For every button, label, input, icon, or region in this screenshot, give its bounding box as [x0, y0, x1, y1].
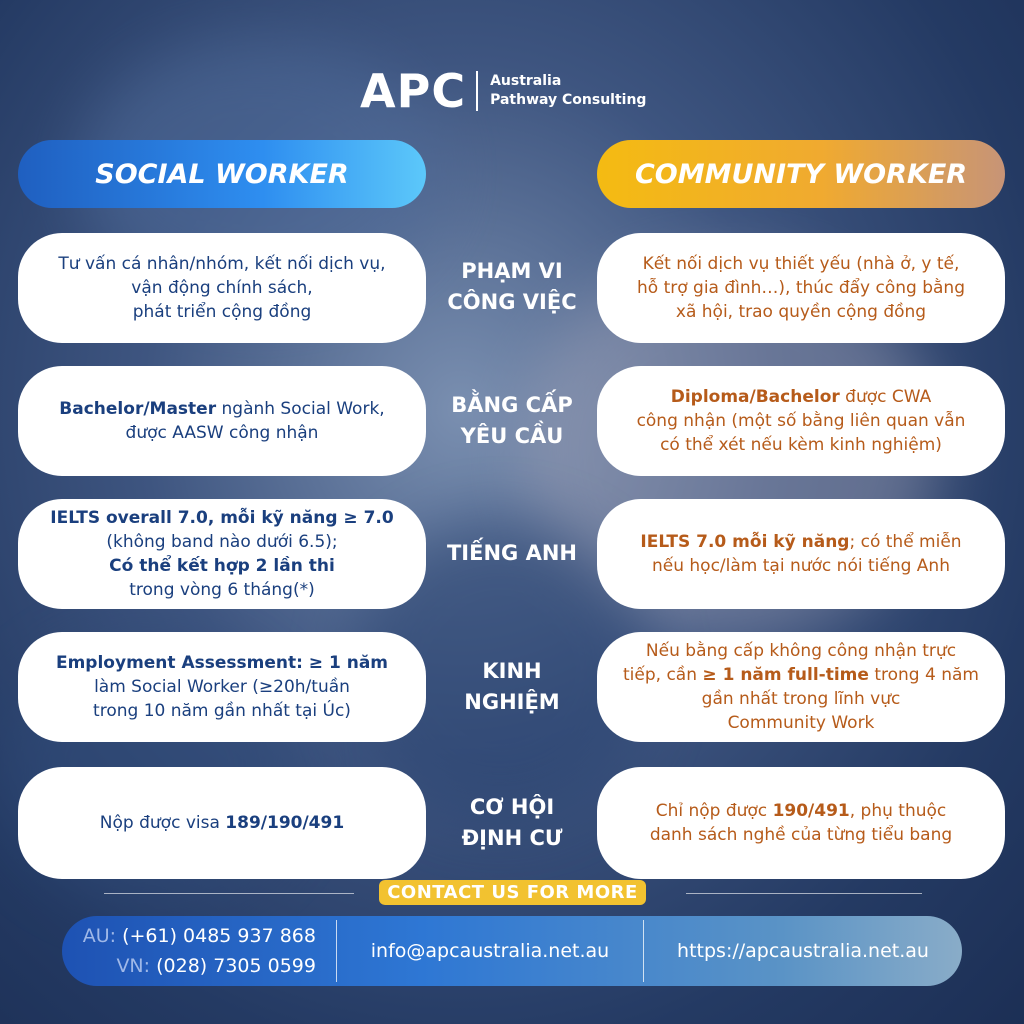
text: tiếp, cần: [623, 665, 703, 685]
bold-text: Có thể kết hợp 2 lần thi: [109, 556, 335, 576]
text: ; có thể miễn: [849, 532, 962, 552]
text-line: [623, 663, 979, 687]
row-label-experience: [433, 656, 591, 718]
text-line: vận động chính sách,: [131, 278, 313, 298]
text-line: (không band nào dưới 6.5);: [106, 532, 338, 552]
social-worker-settlement-card: [18, 767, 426, 879]
label-line: NGHIỆM: [464, 690, 560, 714]
community-worker-english-card: [597, 499, 1005, 609]
bold-text: IELTS overall 7.0, mỗi kỹ năng ≥ 7.0: [50, 508, 394, 528]
community-worker-header: COMMUNITY WORKER: [597, 140, 1005, 208]
label-line: YÊU CẦU: [460, 424, 564, 448]
logo-mark: APC: [360, 64, 467, 118]
company-name: [490, 72, 646, 110]
community-worker-experience-card: [597, 632, 1005, 742]
text-line: trong vòng 6 tháng(*): [129, 580, 315, 600]
text-line: [50, 554, 393, 578]
row-label-settlement: [433, 792, 591, 854]
text-line: [59, 397, 384, 421]
bold-text: ≥ 1 năm full-time: [702, 665, 869, 685]
text-line: [650, 799, 952, 823]
text-line: [56, 651, 388, 675]
bold-text: IELTS 7.0 mỗi kỹ năng: [640, 532, 850, 552]
contact-footer: [62, 916, 962, 986]
social-worker-header: SOCIAL WORKER: [18, 140, 426, 208]
brand-logo: [360, 56, 646, 126]
text-line: [100, 811, 344, 835]
text-line: làm Social Worker (≥20h/tuần: [94, 677, 350, 697]
text-line: Tư vấn cá nhân/nhóm, kết nối dịch vụ,: [58, 254, 386, 274]
website-link[interactable]: https://apcaustralia.net.au: [677, 940, 929, 962]
social-worker-english-card: [18, 499, 426, 609]
bold-text: Employment Assessment: ≥ 1 năm: [55, 653, 389, 673]
text-line: [637, 385, 966, 409]
text-line: công nhận (một số bằng liên quan vẫn: [636, 411, 966, 431]
text-line: danh sách nghề của từng tiểu bang: [649, 825, 953, 845]
contact-title-text: CONTACT US FOR MORE: [379, 880, 646, 905]
bold-text: Diploma/Bachelor: [670, 387, 840, 407]
community-worker-scope-card: [597, 233, 1005, 343]
bold-text: Bachelor/Master: [59, 399, 217, 419]
text-line: Nếu bằng cấp không công nhận trực: [645, 641, 957, 661]
text-line: xã hội, trao quyền cộng đồng: [675, 302, 927, 322]
row-label-english: [433, 538, 591, 569]
social-worker-scope-card: [18, 233, 426, 343]
vn-phone-row[interactable]: [62, 951, 316, 981]
text: Nộp được visa: [99, 813, 226, 833]
text: được CWA: [839, 387, 932, 407]
logo-divider: [476, 71, 478, 111]
au-phone-row[interactable]: [62, 921, 316, 951]
label-line: ĐỊNH CƯ: [461, 826, 563, 850]
au-label: AU:: [82, 925, 117, 947]
community-worker-settlement-card: [597, 767, 1005, 879]
text-line: hỗ trợ gia đình…), thúc đẩy công bằng: [636, 278, 965, 298]
phone-numbers: [62, 921, 336, 981]
vn-label: VN:: [116, 955, 151, 977]
divider-line: [104, 893, 354, 894]
au-phone[interactable]: (+61) 0485 937 868: [122, 925, 316, 947]
text-line: gần nhất trong lĩnh vực: [701, 689, 901, 709]
label-line: BẰNG CẤP: [451, 393, 573, 417]
vn-phone[interactable]: (028) 7305 0599: [156, 955, 316, 977]
text: trong 4 năm: [868, 665, 979, 685]
text: Chỉ nộp được: [655, 801, 773, 821]
text-line: nếu học/làm tại nước nói tiếng Anh: [652, 556, 950, 576]
bold-text: 189/190/491: [225, 813, 345, 833]
community-worker-qualification-card: [597, 366, 1005, 476]
label-line: KINH: [482, 659, 542, 683]
text-line: Community Work: [727, 713, 875, 733]
text: ngành Social Work,: [216, 399, 385, 419]
social-worker-experience-card: [18, 632, 426, 742]
text-line: [640, 530, 961, 554]
text-line: Kết nối dịch vụ thiết yếu (nhà ở, y tế,: [642, 254, 960, 274]
text: , phụ thuộc: [849, 801, 947, 821]
label-line: CƠ HỘI: [469, 795, 555, 819]
text-line: có thể xét nếu kèm kinh nghiệm): [660, 435, 942, 455]
text-line: được AASW công nhận: [125, 423, 319, 443]
email-link[interactable]: info@apcaustralia.net.au: [370, 940, 610, 962]
text-line: [50, 506, 393, 530]
divider-line: [686, 893, 922, 894]
text-line: trong 10 năm gần nhất tại Úc): [93, 701, 351, 721]
contact-title: [360, 880, 665, 906]
bold-text: 190/491: [772, 801, 850, 821]
row-label-scope: [433, 256, 591, 318]
text-line: phát triển cộng đồng: [132, 302, 312, 322]
label-line: CÔNG VIỆC: [447, 290, 577, 314]
company-name-line2: Pathway Consulting: [490, 92, 647, 108]
company-name-line1: Australia: [490, 73, 562, 89]
label-line: TIẾNG ANH: [446, 541, 577, 565]
label-line: PHẠM VI: [461, 259, 563, 283]
social-worker-qualification-card: [18, 366, 426, 476]
row-label-qualification: [433, 390, 591, 452]
